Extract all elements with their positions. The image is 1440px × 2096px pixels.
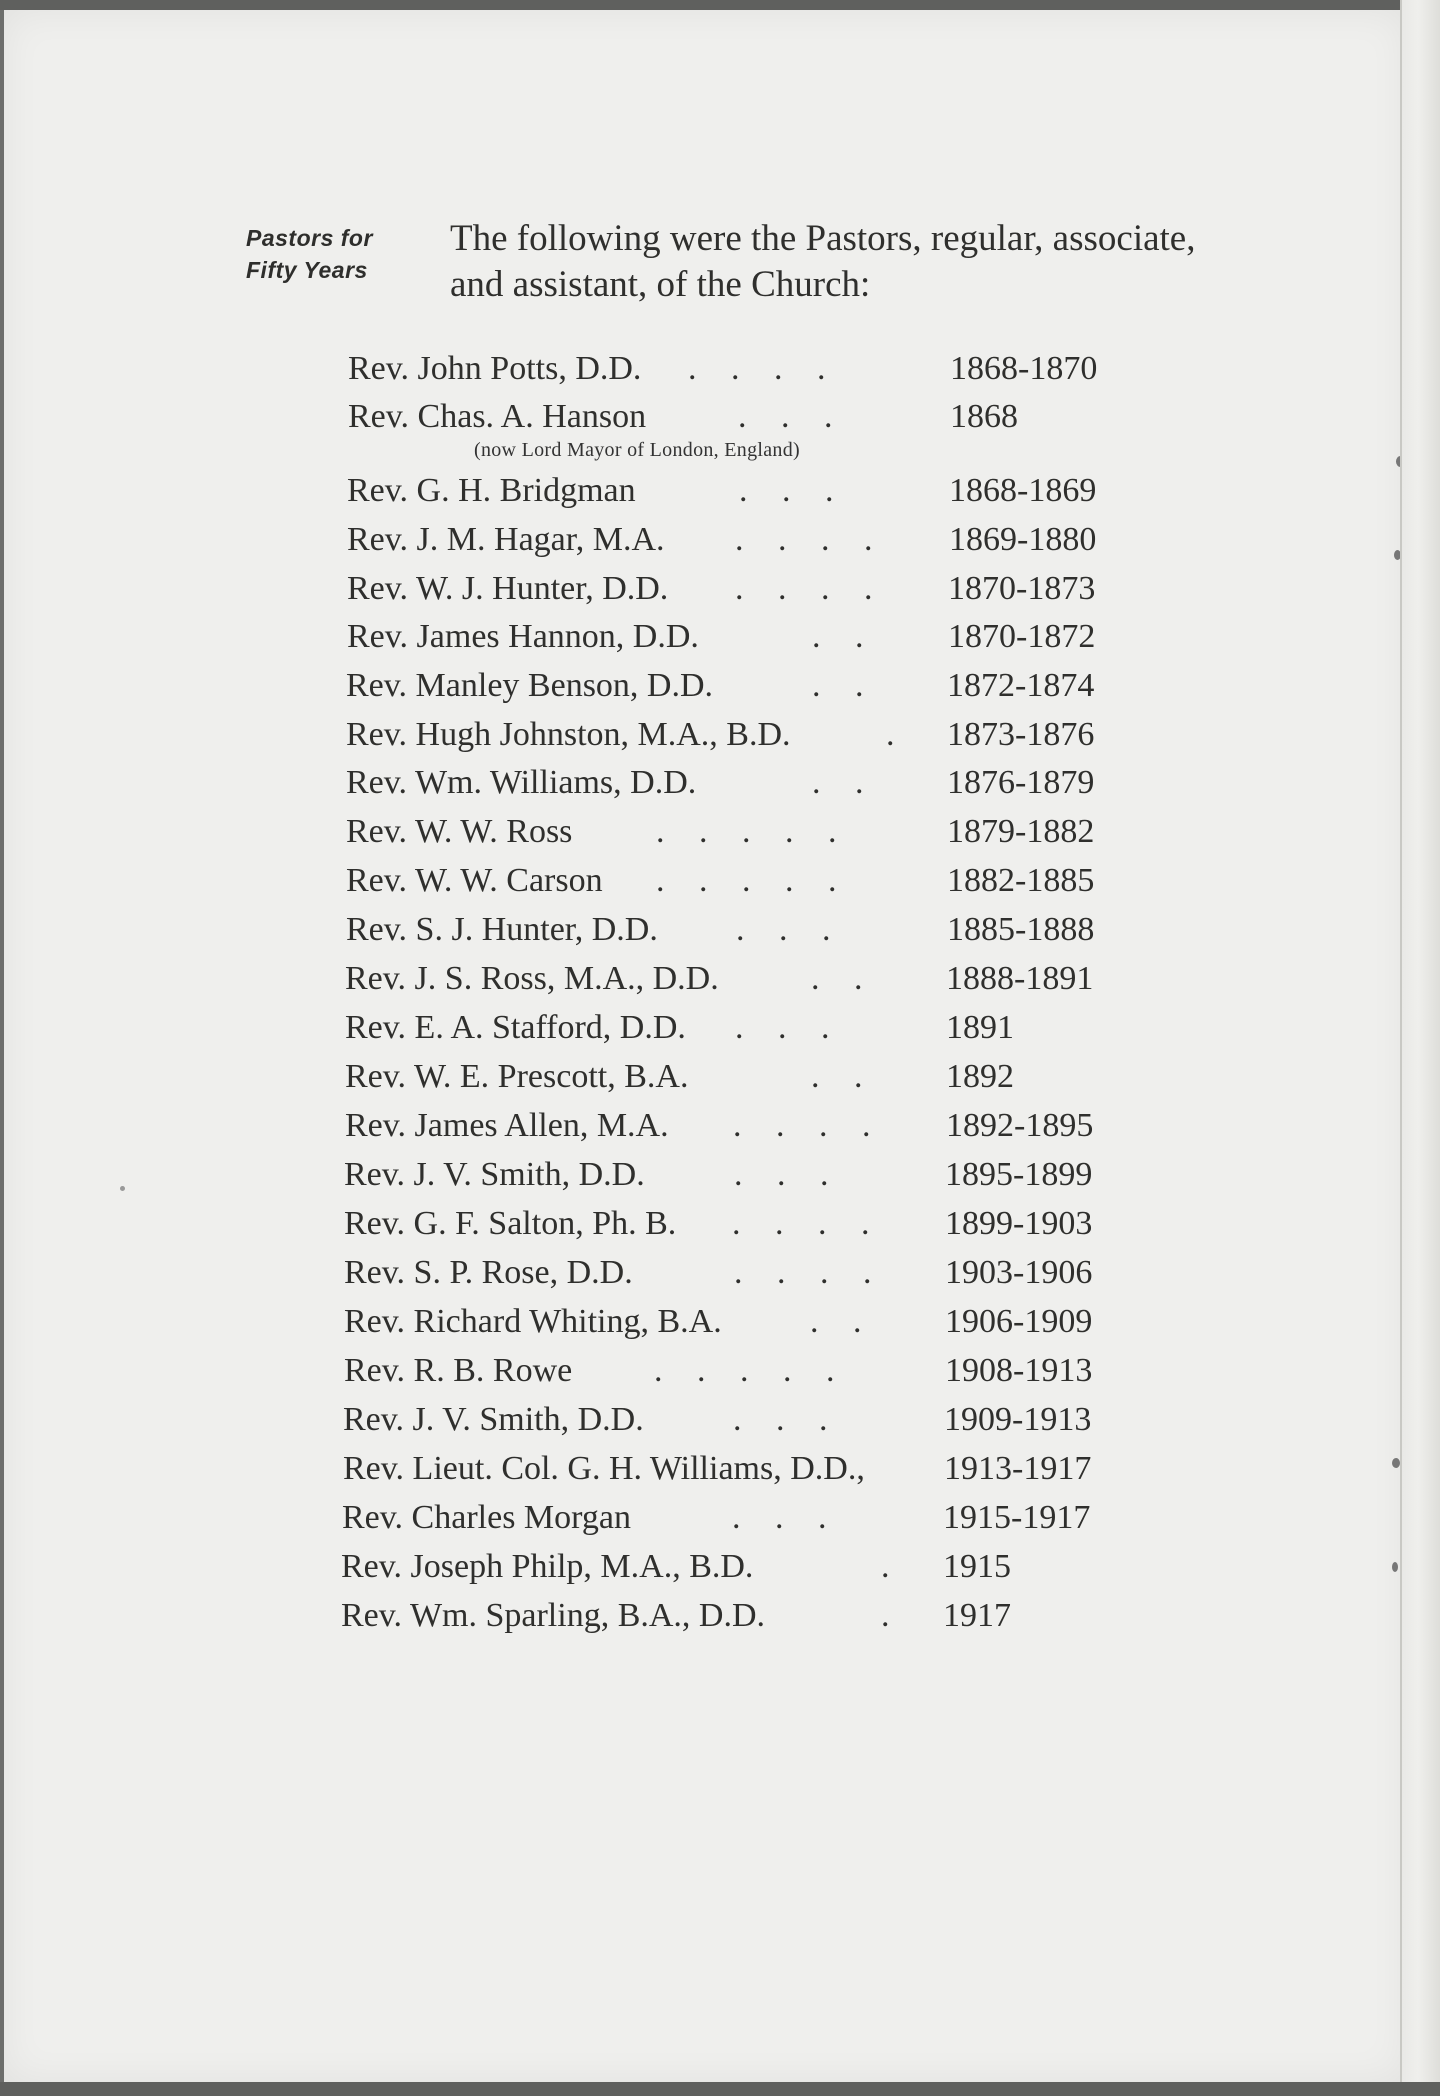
leader-dots: . . . . [732,1205,870,1242]
pastor-name: Rev. Wm. Sparling, B.A., D.D. [341,1597,766,1634]
leader-dots: . . . [736,911,831,948]
pastor-years: 1870-1873 [948,570,1096,607]
scan-top-border [0,0,1440,10]
pastor-name: Rev. Lieut. Col. G. H. Williams, D.D., [343,1450,865,1487]
leader-dots: . . . . . [654,1352,835,1389]
pastor-name: Rev. Joseph Philp, M.A., B.D. [341,1548,754,1585]
page-speck [120,1186,125,1191]
pastor-name: Rev. James Hannon, D.D. [347,618,699,655]
leader-dots: . . [812,618,864,655]
pastor-name: Rev. Charles Morgan [342,1499,631,1536]
pastor-name: Rev. W. W. Ross [346,813,573,850]
margin-heading-line-2: Fifty Years [246,257,368,283]
pastor-years: 1903-1906 [945,1254,1093,1291]
pastor-name: Rev. Hugh Johnston, M.A., B.D. [346,716,791,753]
leader-dots: . . . . [735,570,873,607]
leader-dots: . [881,1548,890,1585]
page-edge [1400,0,1440,2096]
document-page [4,10,1406,2082]
leader-dots: . . . . [734,1254,872,1291]
pastor-years: 1868 [950,398,1018,435]
intro-line-2: and assistant, of the Church: [450,264,871,305]
pastor-years: 1868-1870 [950,350,1098,387]
leader-dots: . . . [735,1009,830,1046]
pastor-years: 1869-1880 [949,521,1097,558]
pastor-years: 1868-1869 [949,472,1097,509]
pastor-years: 1892 [946,1058,1014,1095]
leader-dots: . . . . [688,350,826,387]
pastor-years: 1870-1872 [948,618,1096,655]
leader-dots: . . . [733,1401,828,1438]
pastor-note: (now Lord Mayor of London, England) [474,439,800,461]
leader-dots: . . . [734,1156,829,1193]
pastor-name: Rev. Manley Benson, D.D. [346,667,714,704]
pastor-name: Rev. J. V. Smith, D.D. [344,1156,645,1193]
leader-dots: . . [810,1303,862,1340]
pastor-list [4,10,1404,2082]
pastor-years: 1892-1895 [946,1107,1094,1144]
margin-heading-line-1: Pastors for [246,225,373,251]
leader-dots: . . . . . [656,813,837,850]
pastor-years: 1891 [946,1009,1014,1046]
pastor-years: 1879-1882 [947,813,1095,850]
leader-dots: . . . [738,398,833,435]
leader-dots: . . . [732,1499,827,1536]
pastor-name: Rev. W. W. Carson [346,862,603,899]
pastor-years: 1899-1903 [945,1205,1093,1242]
pastor-name: Rev. John Potts, D.D. [348,350,642,387]
pastor-years: 1873-1876 [947,716,1095,753]
page-speck [1392,1562,1398,1572]
pastor-years: 1909-1913 [944,1401,1092,1438]
pastor-years: 1915-1917 [943,1499,1091,1536]
leader-dots: . . [811,960,863,997]
pastor-name: Rev. W. J. Hunter, D.D. [347,570,669,607]
leader-dots: . [886,716,895,753]
pastor-name: Rev. James Allen, M.A. [345,1107,669,1144]
leader-dots: . . . [739,472,834,509]
intro-line-1: The following were the Pastors, regular, associate, [450,218,1196,259]
pastor-name: Rev. W. E. Prescott, B.A. [345,1058,689,1095]
pastor-name: Rev. S. P. Rose, D.D. [344,1254,633,1291]
pastor-name: Rev. R. B. Rowe [344,1352,573,1389]
pastor-years: 1872-1874 [947,667,1095,704]
pastor-years: 1876-1879 [947,764,1095,801]
pastor-name: Rev. Richard Whiting, B.A. [344,1303,722,1340]
pastor-years: 1895-1899 [945,1156,1093,1193]
pastor-name: Rev. Wm. Williams, D.D. [346,764,697,801]
pastor-name: Rev. E. A. Stafford, D.D. [345,1009,686,1046]
leader-dots: . . . . [735,521,873,558]
scan-bottom-border [0,2082,1440,2096]
pastor-years: 1885-1888 [947,911,1095,948]
pastor-years: 1917 [943,1597,1011,1634]
leader-dots: . . . . [733,1107,871,1144]
pastor-years: 1908-1913 [945,1352,1093,1389]
leader-dots: . . [811,1058,863,1095]
page-speck [1392,1458,1400,1468]
pastor-years: 1915 [943,1548,1011,1585]
pastor-name: Rev. S. J. Hunter, D.D. [346,911,658,948]
pastor-name: Rev. J. M. Hagar, M.A. [347,521,665,558]
pastor-name: Rev. G. F. Salton, Ph. B. [344,1205,677,1242]
pastor-name: Rev. G. H. Bridgman [347,472,636,509]
pastor-years: 1882-1885 [947,862,1095,899]
leader-dots: . [881,1597,890,1634]
pastor-years: 1906-1909 [945,1303,1093,1340]
leader-dots: . . . . . [656,862,837,899]
pastor-name: Rev. J. S. Ross, M.A., D.D. [345,960,719,997]
pastor-name: Rev. J. V. Smith, D.D. [343,1401,644,1438]
pastor-years: 1888-1891 [946,960,1094,997]
leader-dots: . . [812,764,864,801]
pastor-name: Rev. Chas. A. Hanson [348,398,647,435]
leader-dots: . . [812,667,864,704]
pastor-years: 1913-1917 [944,1450,1092,1487]
